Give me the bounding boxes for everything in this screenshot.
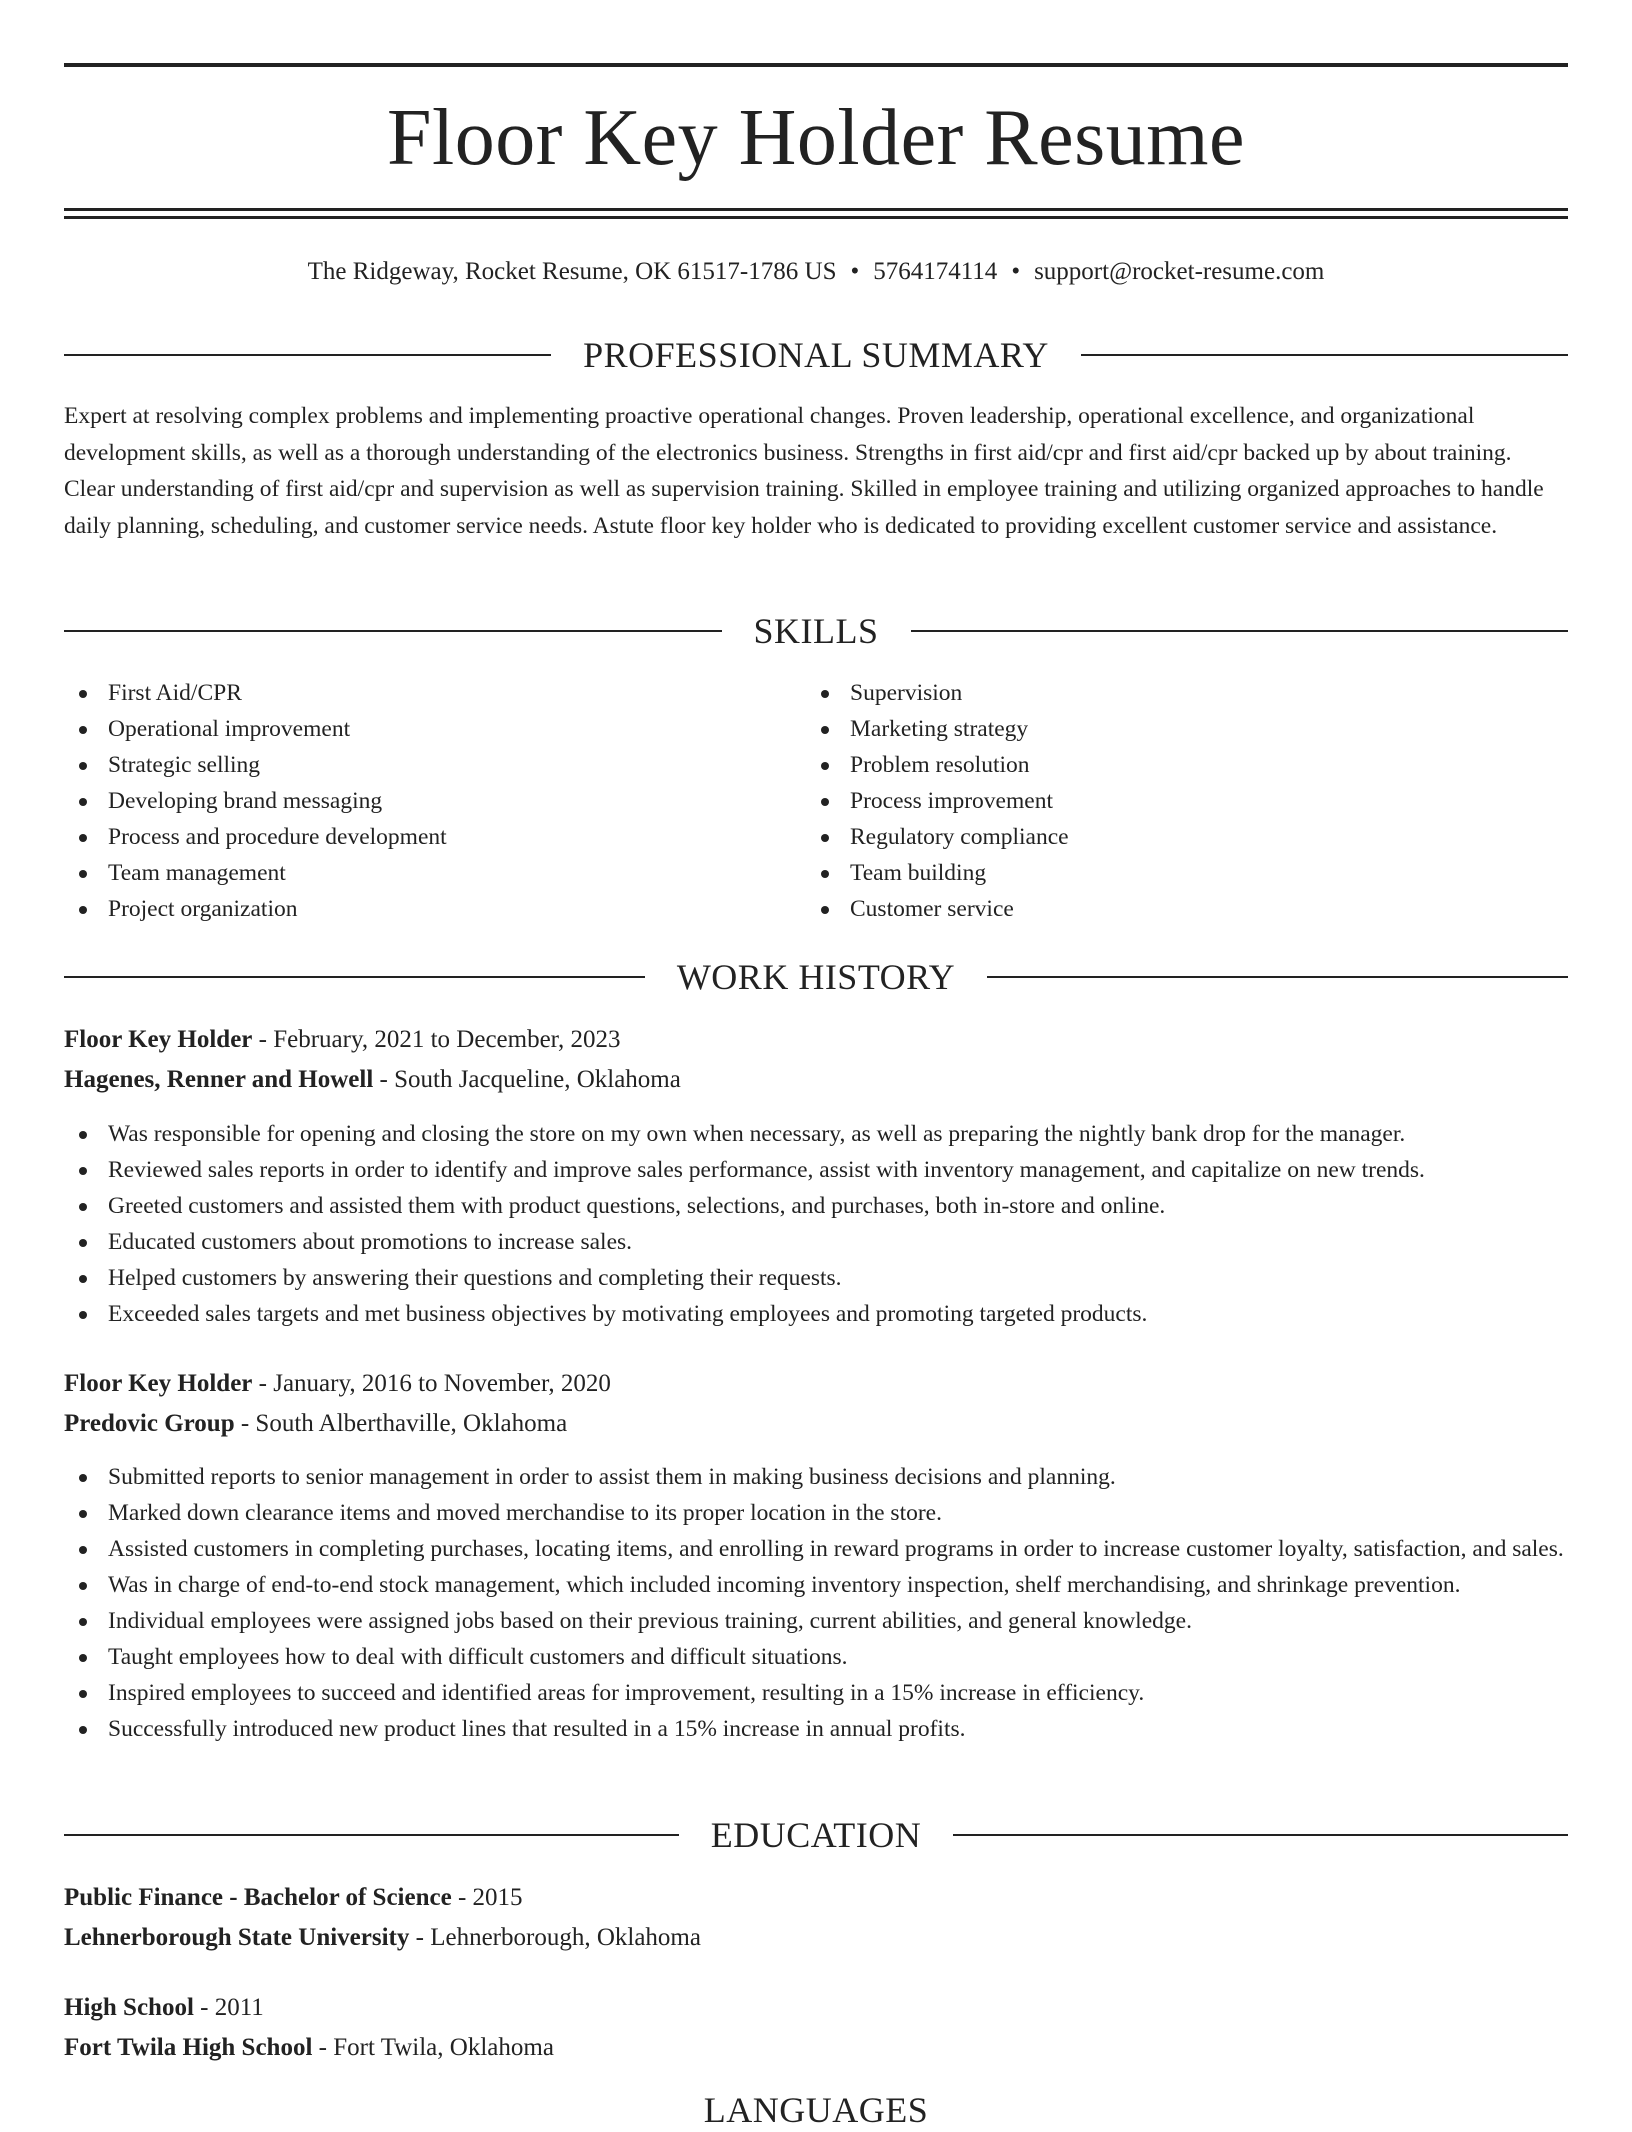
job-bullet: Greeted customers and assisted them with product questions, selections, and purchases, both in-store and online. <box>64 1188 1568 1224</box>
section-header-education <box>64 1813 1568 1857</box>
job-title-line <box>64 1020 1568 1060</box>
job-company: Hagenes, Renner and Howell <box>64 1066 374 1093</box>
section-rule <box>911 630 1569 632</box>
section-rule <box>1081 354 1568 356</box>
skill-item: Team management <box>64 855 764 891</box>
section-title: PROFESSIONAL SUMMARY <box>583 335 1049 375</box>
summary-text: Expert at resolving complex problems and implementing proactive operational changes. Proven leadership, operational excellence, and organizational development skills, as well as a thorough understanding of the electronics business. Strengths in first aid/cpr and first aid/cpr backed up by about training. Clear understanding of first aid/cpr and supervision as well as supervision training. Skilled in employee training and utilizing organized approaches to handle daily planning, scheduling, and customer service needs. Astute floor key holder who is dedicated to providing excellent customer service and assistance. <box>64 403 1544 539</box>
job-dates: - January, 2016 to November, 2020 <box>252 1370 611 1397</box>
job-bullet: Marked down clearance items and moved merchandise to its proper location in the store. <box>64 1495 1568 1531</box>
education-school: Fort Twila High School <box>64 2034 313 2061</box>
section-title: WORK HISTORY <box>676 957 956 997</box>
contact-separator: • <box>850 258 860 285</box>
job-bullet: Individual employees were assigned jobs based on their previous training, current abilities, and general knowledge. <box>64 1603 1568 1639</box>
job-bullet: Inspired employees to succeed and identified areas for improvement, resulting in a 15% increase in efficiency. <box>64 1675 1568 1711</box>
education-degree-line <box>64 1988 1568 2028</box>
job-location: - South Jacqueline, Oklahoma <box>373 1066 681 1093</box>
job-dates: - February, 2021 to December, 2023 <box>252 1026 621 1053</box>
skill-item: Process improvement <box>806 783 1506 819</box>
skill-item: Problem resolution <box>806 747 1506 783</box>
education-degree: High School <box>64 1994 194 2021</box>
job-title: Floor Key Holder <box>64 1026 253 1053</box>
job-bullet: Assisted customers in completing purchases, locating items, and enrolling in reward programs in order to increase customer loyalty, satisfaction, and sales. <box>64 1531 1568 1567</box>
job-bullet: Reviewed sales reports in order to identify and improve sales performance, assist with inventory management, and capitalize on new trends. <box>64 1152 1568 1188</box>
contact-address: The Ridgeway, Rocket Resume, OK 61517-1786 US <box>307 258 837 285</box>
job-bullet: Was responsible for opening and closing the store on my own when necessary, as well as preparing the nightly bank drop for the manager. <box>64 1116 1568 1152</box>
section-header-skills <box>64 609 1568 653</box>
contact-phone: 5764174114 <box>873 258 998 285</box>
job-bullet: Exceeded sales targets and met business objectives by motivating employees and promoting targeted products. <box>64 1296 1568 1332</box>
education-degree-line <box>64 1878 1568 1918</box>
job-bullet: Educated customers about promotions to increase sales. <box>64 1224 1568 1260</box>
title-rule-lower <box>64 216 1568 219</box>
skill-item: Developing brand messaging <box>64 783 764 819</box>
education-location: - Lehnerborough, Oklahoma <box>409 1924 701 1951</box>
education-school-line <box>64 1918 1568 1958</box>
job-company-line <box>64 1060 1568 1100</box>
education-degree: Public Finance - Bachelor of Science <box>64 1884 452 1911</box>
job-bullet: Was in charge of end-to-end stock management, which included incoming inventory inspection, shelf merchandising, and shrinkage prevention. <box>64 1567 1568 1603</box>
section-header-summary <box>64 333 1568 377</box>
section-rule <box>64 354 551 356</box>
job-company-line <box>64 1404 1568 1444</box>
job-bullet: Successfully introduced new product lines that resulted in a 15% increase in annual profits. <box>64 1711 1568 1747</box>
education-year: - 2015 <box>451 1884 523 1911</box>
skills-list-right <box>806 675 1506 927</box>
skill-item: Supervision <box>806 675 1506 711</box>
job-bullets <box>64 1459 1568 1747</box>
skill-item: Team building <box>806 855 1506 891</box>
contact-separator: • <box>1011 258 1021 285</box>
skill-item: Regulatory compliance <box>806 819 1506 855</box>
section-rule <box>64 976 645 978</box>
contact-line <box>64 256 1568 288</box>
job-bullet: Helped customers by answering their questions and completing their requests. <box>64 1260 1568 1296</box>
section-title: LANGUAGES <box>703 2090 929 2130</box>
education-location: - Fort Twila, Oklahoma <box>312 2034 554 2061</box>
section-title: SKILLS <box>753 611 879 651</box>
section-header-work <box>64 955 1568 999</box>
education-year: - 2011 <box>193 1994 264 2021</box>
section-header-languages <box>64 2088 1568 2132</box>
section-title: EDUCATION <box>710 1815 922 1855</box>
education-school: Lehnerborough State University <box>64 1924 410 1951</box>
skill-item: Customer service <box>806 891 1506 927</box>
section-rule <box>987 976 1568 978</box>
job-location: - South Alberthaville, Oklahoma <box>234 1410 568 1437</box>
section-rule <box>64 1834 679 1836</box>
skill-item: Strategic selling <box>64 747 764 783</box>
skill-item: Operational improvement <box>64 711 764 747</box>
job-bullets <box>64 1116 1568 1332</box>
page-title: Floor Key Holder Resume <box>386 94 1246 182</box>
skill-item: Process and procedure development <box>64 819 764 855</box>
contact-email: support@rocket-resume.com <box>1034 258 1325 285</box>
skill-item: First Aid/CPR <box>64 675 764 711</box>
skills-list-left <box>64 675 764 927</box>
job-title: Floor Key Holder <box>64 1370 253 1397</box>
education-school-line <box>64 2028 1568 2068</box>
job-title-line <box>64 1364 1568 1404</box>
title-rule-upper <box>64 208 1568 211</box>
job-company: Predovic Group <box>64 1410 235 1437</box>
job-bullet: Taught employees how to deal with difficult customers and difficult situations. <box>64 1639 1568 1675</box>
skill-item: Marketing strategy <box>806 711 1506 747</box>
top-rule <box>64 63 1568 67</box>
section-rule <box>953 1834 1568 1836</box>
job-bullet: Submitted reports to senior management in order to assist them in making business decisions and planning. <box>64 1459 1568 1495</box>
section-rule <box>64 630 722 632</box>
skill-item: Project organization <box>64 891 764 927</box>
